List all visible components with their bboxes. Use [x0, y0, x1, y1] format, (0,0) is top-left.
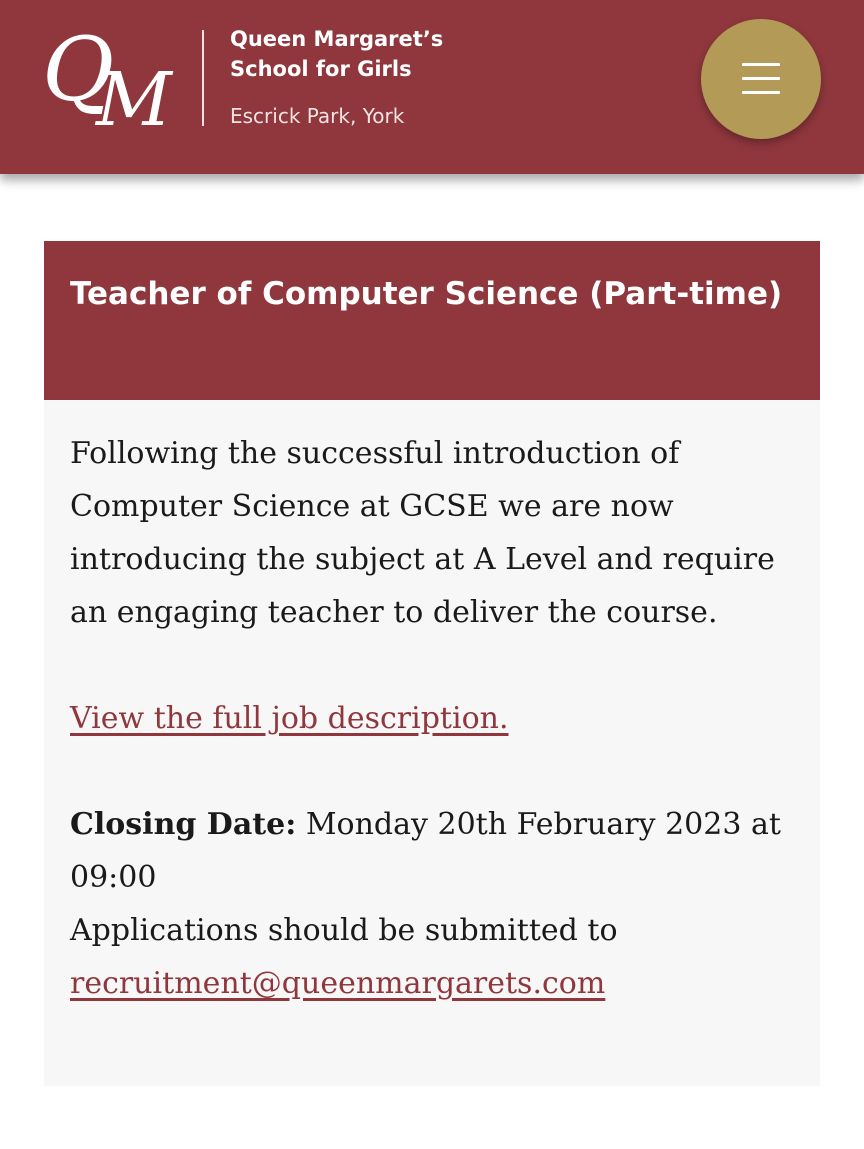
closing-date	[70, 798, 800, 904]
closing-date-value: Monday 20th February 2023 at 09:00	[70, 807, 781, 895]
applications-text: Applications should be submitted to	[70, 913, 618, 948]
job-card-header	[44, 241, 820, 400]
job-description-link[interactable]: View the full job description.	[70, 701, 509, 736]
svg-text:Q: Q	[42, 22, 115, 121]
school-logo-monogram[interactable]	[40, 22, 185, 132]
job-title: Teacher of Computer Science (Part-time)	[70, 276, 783, 312]
job-description-paragraph	[70, 692, 800, 745]
school-name[interactable]	[230, 24, 443, 84]
header-divider	[202, 30, 204, 126]
svg-text:M: M	[96, 57, 172, 132]
job-card-body	[70, 427, 800, 1010]
school-name-line-1: Queen Margaret’s	[230, 27, 444, 51]
job-listing-card	[44, 241, 820, 1086]
closing-date-label: Closing Date:	[70, 807, 297, 842]
school-location: Escrick Park, York	[230, 104, 405, 128]
job-description: Following the successful introduction of Computer Science at GCSE we are now introducing the subject at A Level and require an engaging teacher to deliver the course.	[70, 436, 775, 630]
email-paragraph	[70, 957, 800, 1010]
school-name-line-2: School for Girls	[230, 57, 412, 81]
recruitment-email-link[interactable]: recruitment@queenmargarets.com	[70, 966, 606, 1001]
menu-button[interactable]	[701, 19, 821, 139]
site-header	[0, 0, 864, 174]
